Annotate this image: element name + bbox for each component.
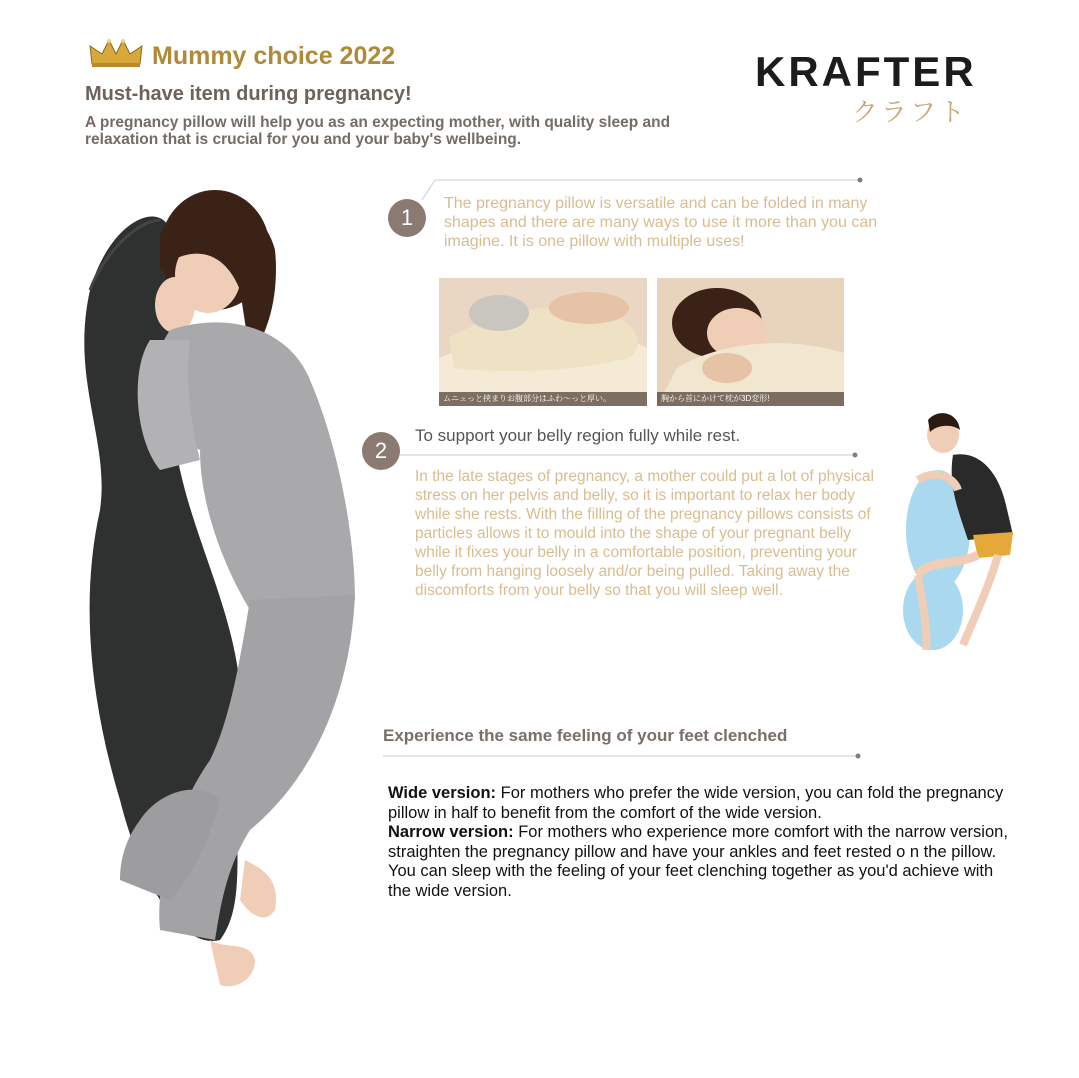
woman-with-pillow-image xyxy=(50,180,380,1000)
section3-heading: Experience the same feeling of your feet clenched xyxy=(383,726,788,745)
headline: Mummy choice 2022 xyxy=(152,42,396,70)
intro-text: A pregnancy pillow will help you as an expecting mother, with quality sleep and relaxation that is crucial for you and your baby's wellbeing. xyxy=(85,114,671,148)
pillow-photo-face xyxy=(657,278,844,406)
section2-text: In the late stages of pregnancy, a mother could put a lot of physical stress on her pelvis and belly, so it is important to relax her body while she rests. With the filling of the pregnancy pillows consists of particles allows it to mould into the shape of your pregnant belly while it fixes your belly in a comfortable position, preventing your belly from hanging loosely and/or being pulled. Taking away the discomforts from your belly so that you will sleep well. xyxy=(415,468,874,599)
pillow-photo-legs xyxy=(439,278,647,406)
section3-divider xyxy=(383,751,863,761)
subheadline: Must-have item during pregnancy! xyxy=(85,83,412,105)
step-2-badge: 2 xyxy=(362,432,400,470)
narrow-version-text: For mothers who experience more comfort with the narrow version, straighten the pregnancy pillow and have your ankles and feet rested o n the pillow. You can sleep with the feeling of your feet clenching together as you'd achieve with the wide version. xyxy=(388,823,1008,900)
step-1-badge: 1 xyxy=(388,199,426,237)
photo1-caption: ムニュっと挟まりお腹部分はふわ〜っと厚い。 xyxy=(439,392,647,406)
section3-text xyxy=(388,784,1008,901)
brand-logo: KRAFTER xyxy=(755,48,977,95)
pillow-photo-legs-graphic xyxy=(439,278,647,406)
section1-text: The pregnancy pillow is versatile and can be folded in many shapes and there are many ways to use it more than you can imagine. It is one pillow with multiple uses! xyxy=(444,195,878,250)
brand-logo-japanese: クラフト xyxy=(852,97,969,127)
section2-divider xyxy=(400,450,860,460)
man-with-pillow-illustration xyxy=(898,410,1028,660)
crown-icon xyxy=(88,38,144,68)
pillow-photo-face-graphic xyxy=(657,278,844,406)
wide-version-label: Wide version: xyxy=(388,784,497,802)
narrow-version-label: Narrow version: xyxy=(388,823,514,841)
photo2-caption: 胸から首にかけて枕が3D変形! xyxy=(657,392,844,406)
section2-heading: To support your belly region fully while rest. xyxy=(415,426,741,445)
wide-version-text: For mothers who prefer the wide version, you can fold the pregnancy pillow in half to benefit from the comfort of the wide version. xyxy=(388,784,1004,822)
